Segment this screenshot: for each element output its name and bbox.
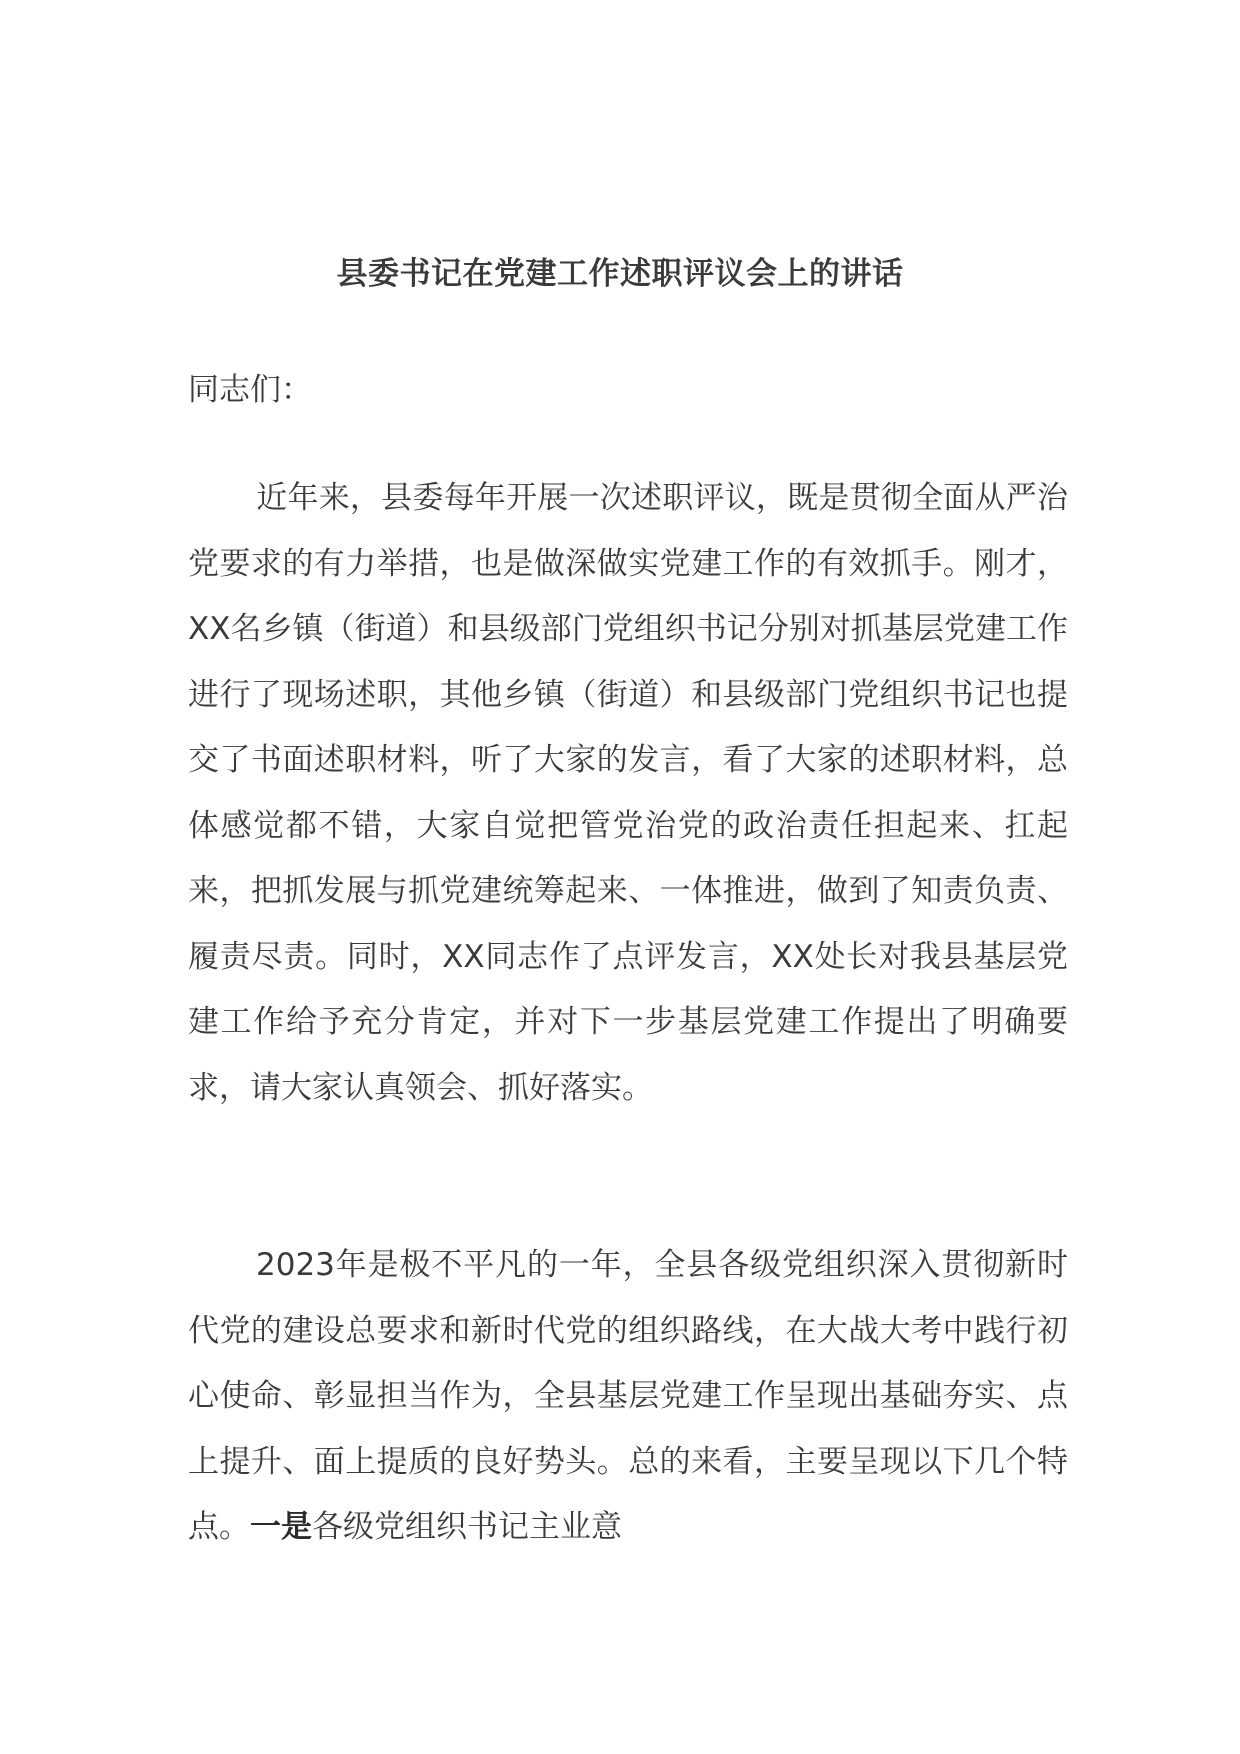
paragraph-2 [188,1233,1068,1561]
paragraph-2-text: 2023年是极不平凡的一年，全县各级党组织深入贯彻新时代党的建设总要求和新时代党的组织路线，在大战大考中践行初心使命、彰显担当作为，全县基层党建工作呈现出基础夯实、点上提升、面上提质的良好势头。总的来看，主要呈现以下几个特点。 [188,1247,1068,1545]
document-title: 县委书记在党建工作述职评议会上的讲话 [336,256,904,292]
salutation: 同志们： [188,372,312,408]
paragraph-1 [188,466,1068,1121]
paragraph-1-text: 近年来，县委每年开展一次述职评议，既是贯彻全面从严治党要求的有力举措，也是做深做实党建工作的有效抓手。刚才，XX名乡镇（街道）和县级部门党组织书记分别对抓基层党建工作进行了现场述职，其他乡镇（街道）和县级部门党组织书记也提交了书面述职材料，听了大家的发言，看了大家的述职材料，总体感觉都不错，大家自觉把管党治党的政治责任担起来、扛起来，把抓发展与抓党建统筹起来、一体推进，做到了知责负责、履责尽责。同时，XX同志作了点评发言，XX处长对我县基层党建工作给予充分肯定，并对下一步基层党建工作提出了明确要求，请大家认真领会、抓好落实。 [188,480,1068,1106]
paragraph-2-bold-lead: 一是 [250,1509,312,1545]
paragraph-2-text-continued: 各级党组织书记主业意 [312,1509,622,1545]
